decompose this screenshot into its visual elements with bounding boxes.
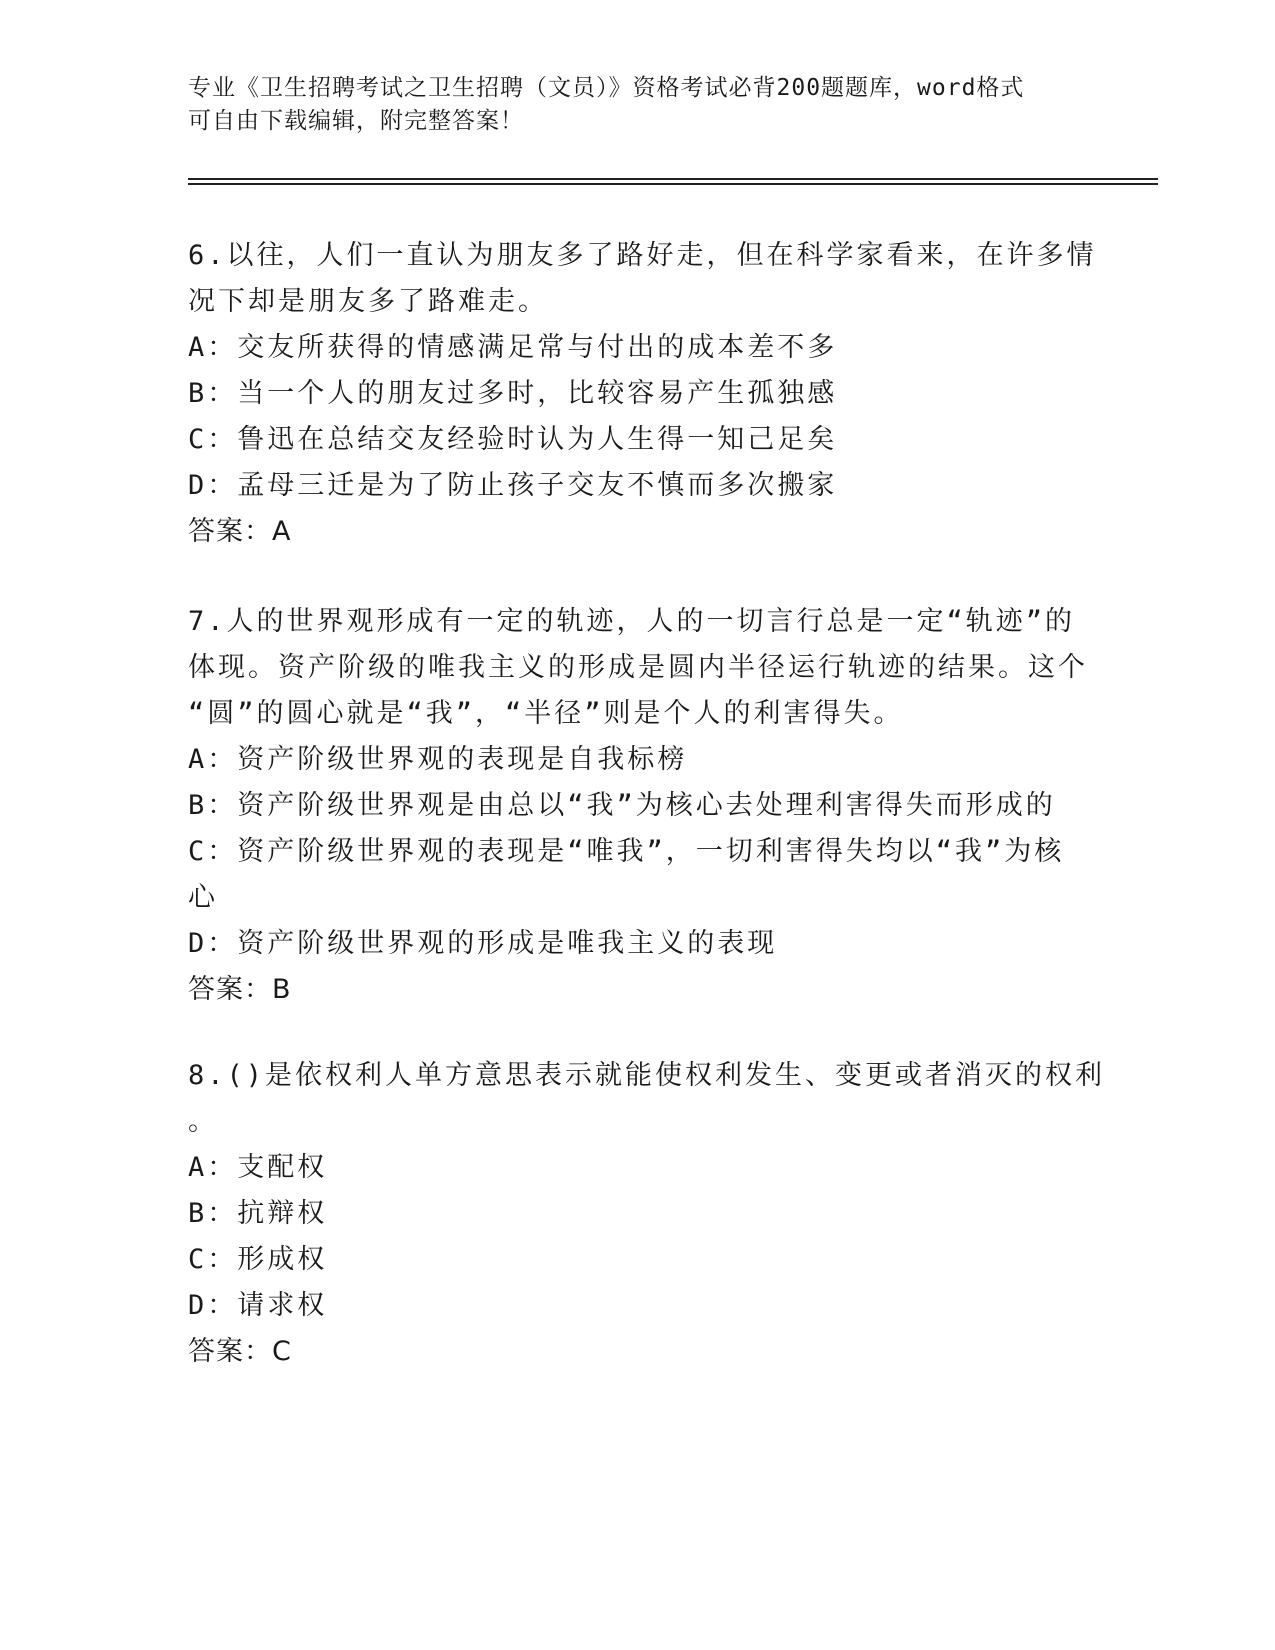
- question-stem-line: 6.以往，人们一直认为朋友多了路好走，但在科学家看来，在许多情: [188, 240, 1097, 271]
- option-a: A：资产阶级世界观的表现是自我标榜: [188, 744, 688, 775]
- option-d: D：孟母三迁是为了防止孩子交友不慎而多次搬家: [188, 470, 838, 501]
- option-c: C：资产阶级世界观的表现是“唯我”，一切利害得失均以“我”为核: [188, 836, 1065, 867]
- question-stem-line: 。: [188, 1106, 218, 1137]
- question-stem-line: 7.人的世界观形成有一定的轨迹，人的一切言行总是一定“轨迹”的: [188, 606, 1076, 637]
- answer-label: 答案：C: [188, 1336, 292, 1367]
- question-8: [188, 1053, 1106, 1375]
- option-b: B：抗辩权: [188, 1198, 328, 1229]
- question-stem-line: 8.()是依权利人单方意思表示就能使权利发生、变更或者消灭的权利: [188, 1060, 1106, 1091]
- question-stem-line: 体现。资产阶级的唯我主义的形成是圆内半径运行轨迹的结果。这个: [188, 652, 1088, 683]
- header-line-1: 专业《卫生招聘考试之卫生招聘（文员）》资格考试必背200题题库，word格式: [188, 75, 1025, 101]
- header-line-2: 可自由下载编辑，附完整答案！: [188, 108, 524, 134]
- option-b: B：资产阶级世界观是由总以“我”为核心去处理利害得失而形成的: [188, 790, 1056, 821]
- option-a: A：交友所获得的情感满足常与付出的成本差不多: [188, 332, 838, 363]
- option-b: B：当一个人的朋友过多时，比较容易产生孤独感: [188, 378, 838, 409]
- document-header: [188, 72, 1068, 138]
- option-c: C：形成权: [188, 1244, 328, 1275]
- option-c-continuation: 心: [188, 882, 218, 913]
- option-d: D：资产阶级世界观的形成是唯我主义的表现: [188, 928, 778, 959]
- answer-label: 答案：A: [188, 516, 292, 547]
- option-a: A：支配权: [188, 1152, 328, 1183]
- option-d: D：请求权: [188, 1290, 328, 1321]
- answer-label: 答案：B: [188, 974, 292, 1005]
- option-c: C：鲁迅在总结交友经验时认为人生得一知己足矣: [188, 424, 838, 455]
- question-6: [188, 233, 1097, 555]
- header-divider-bottom: [188, 183, 1158, 185]
- header-divider-top: [188, 178, 1158, 180]
- question-stem-line: “圆”的圆心就是“我”，“半径”则是个人的利害得失。: [188, 698, 904, 729]
- question-7: [188, 599, 1088, 1013]
- question-stem-line: 况下却是朋友多了路难走。: [188, 286, 548, 317]
